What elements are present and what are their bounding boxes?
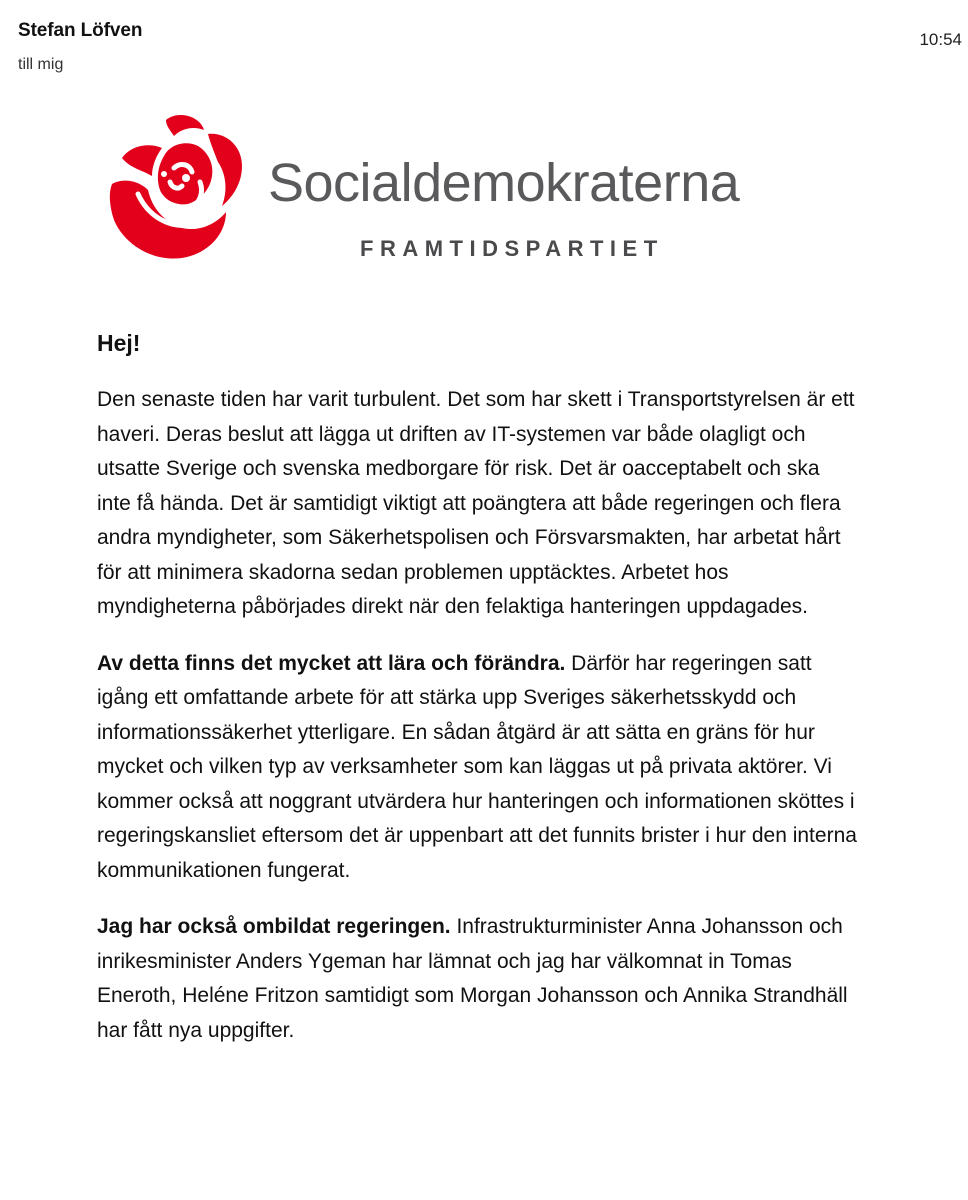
paragraph-3-text: Infrastrukturminister Anna Johansson och inrikesminister Anders Ygeman har lämnat och jag har välkomnat in Tomas Eneroth, Heléne Fritzon samtidigt som Morgan Johansson och Annika Strandhäll har fått nya uppgifter. [97, 915, 848, 1042]
email-header [18, 20, 968, 74]
paragraph-3 [97, 910, 857, 1048]
paragraph-2 [97, 647, 857, 889]
recipient-line[interactable]: till mig [18, 56, 64, 73]
paragraph-2-text: Därför har regeringen satt igång ett omfattande arbete för att stärka upp Sveriges säkerhetsskydd och informationssäkerhet ytterligare. En sådan åtgärd är att sätta en gräns för hur mycket och vilken typ av verksamheter som kan läggas ut på privata aktörer. Vi kommer också att noggrant utvärdera hur hanteringen och informationen sköttes i regeringskansliet eftersom det är uppenbart att det funnits brister i hur den interna kommunikationen fungerat. [97, 651, 857, 882]
email-body [97, 330, 857, 1070]
paragraph-1 [97, 383, 857, 625]
party-tagline: FRAMTIDSPARTIET [360, 236, 664, 261]
rose-icon [108, 112, 253, 262]
email-time: 10:54 [919, 30, 962, 49]
paragraph-1-text: Den senaste tiden har varit turbulent. Det som har skett i Transportstyrelsen är ett haveri. Deras beslut att lägga ut driften av IT-systemen var både olagligt och utsatte Sverige och svenska medborgare för risk. Det är oacceptabelt och ska inte få hända. Det är samtidigt viktigt att poängtera att både regeringen och flera andra myndigheter, som Säkerhetspolisen och Försvarsmakten, har arbetat hårt för att minimera skadorna sedan problemen upptäcktes. Arbetet hos myndigheterna påbörjades direkt när den felaktiga hanteringen uppdagades. [97, 388, 855, 618]
paragraph-3-lead: Jag har också ombildat regeringen. [97, 915, 451, 938]
paragraph-2-lead: Av detta finns det mycket att lära och förändra. [97, 651, 566, 675]
party-logo [108, 112, 828, 272]
sender-name[interactable]: Stefan Löfven [18, 20, 143, 41]
greeting: Hej! [97, 330, 141, 356]
party-name: Socialdemokraterna [268, 153, 740, 213]
